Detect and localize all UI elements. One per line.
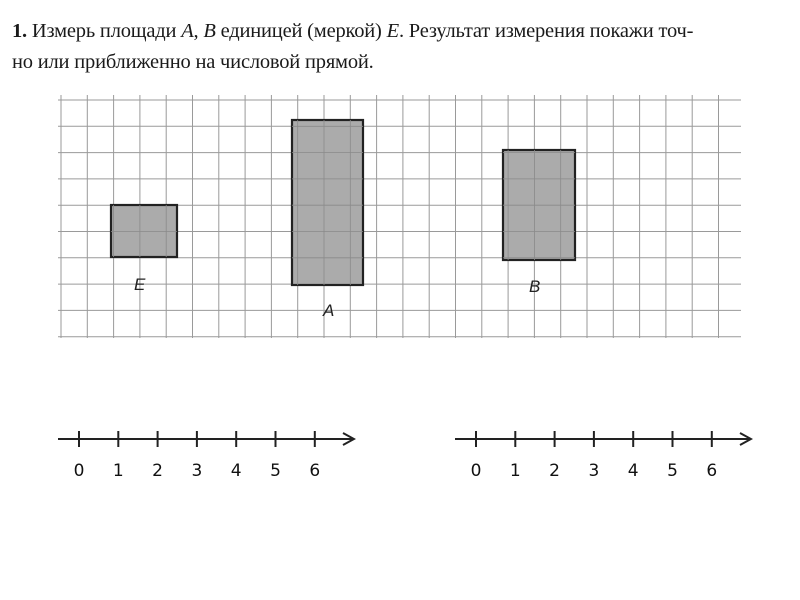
task-text-part-2: единицей (меркой) (215, 20, 387, 42)
task-letter-e: E (386, 20, 399, 42)
number-line-tick-label: 0 (73, 461, 85, 481)
number-line-tick-label: 4 (627, 461, 639, 481)
number-line-right (455, 431, 751, 481)
number-line-tick-label: 1 (112, 461, 124, 481)
number-line-tick-label: 0 (470, 461, 482, 481)
task-letter-b: B (203, 20, 216, 42)
number-line-left (58, 431, 354, 481)
task-letter-a: A (181, 20, 194, 42)
number-line-tick-label: 4 (230, 461, 242, 481)
number-line-tick-label: 2 (152, 461, 164, 481)
shape-a-label: A (323, 301, 335, 320)
number-line-tick-label: 2 (549, 461, 561, 481)
number-line-tick-label: 5 (667, 461, 678, 481)
number-line-tick-label: 6 (706, 461, 718, 481)
task-line-2: но или приближенно на числовой прямой. (12, 51, 374, 73)
shape-e (111, 205, 177, 257)
shape-e-label: E (134, 275, 146, 294)
number-line-tick-label: 6 (309, 461, 321, 481)
task-number: 1. (12, 20, 27, 42)
shape-b-label: B (529, 277, 541, 296)
number-line-tick-label: 5 (270, 461, 281, 481)
number-line-tick-label: 3 (191, 461, 203, 481)
shape-a (292, 120, 363, 285)
number-line-tick-label: 3 (588, 461, 600, 481)
task-comma: , (193, 20, 204, 42)
number-line-tick-label: 1 (509, 461, 521, 481)
task-text-part-3: . Результат измерения покажи точ- (398, 20, 694, 42)
task-text-part-1: Измерь площади (26, 20, 182, 42)
